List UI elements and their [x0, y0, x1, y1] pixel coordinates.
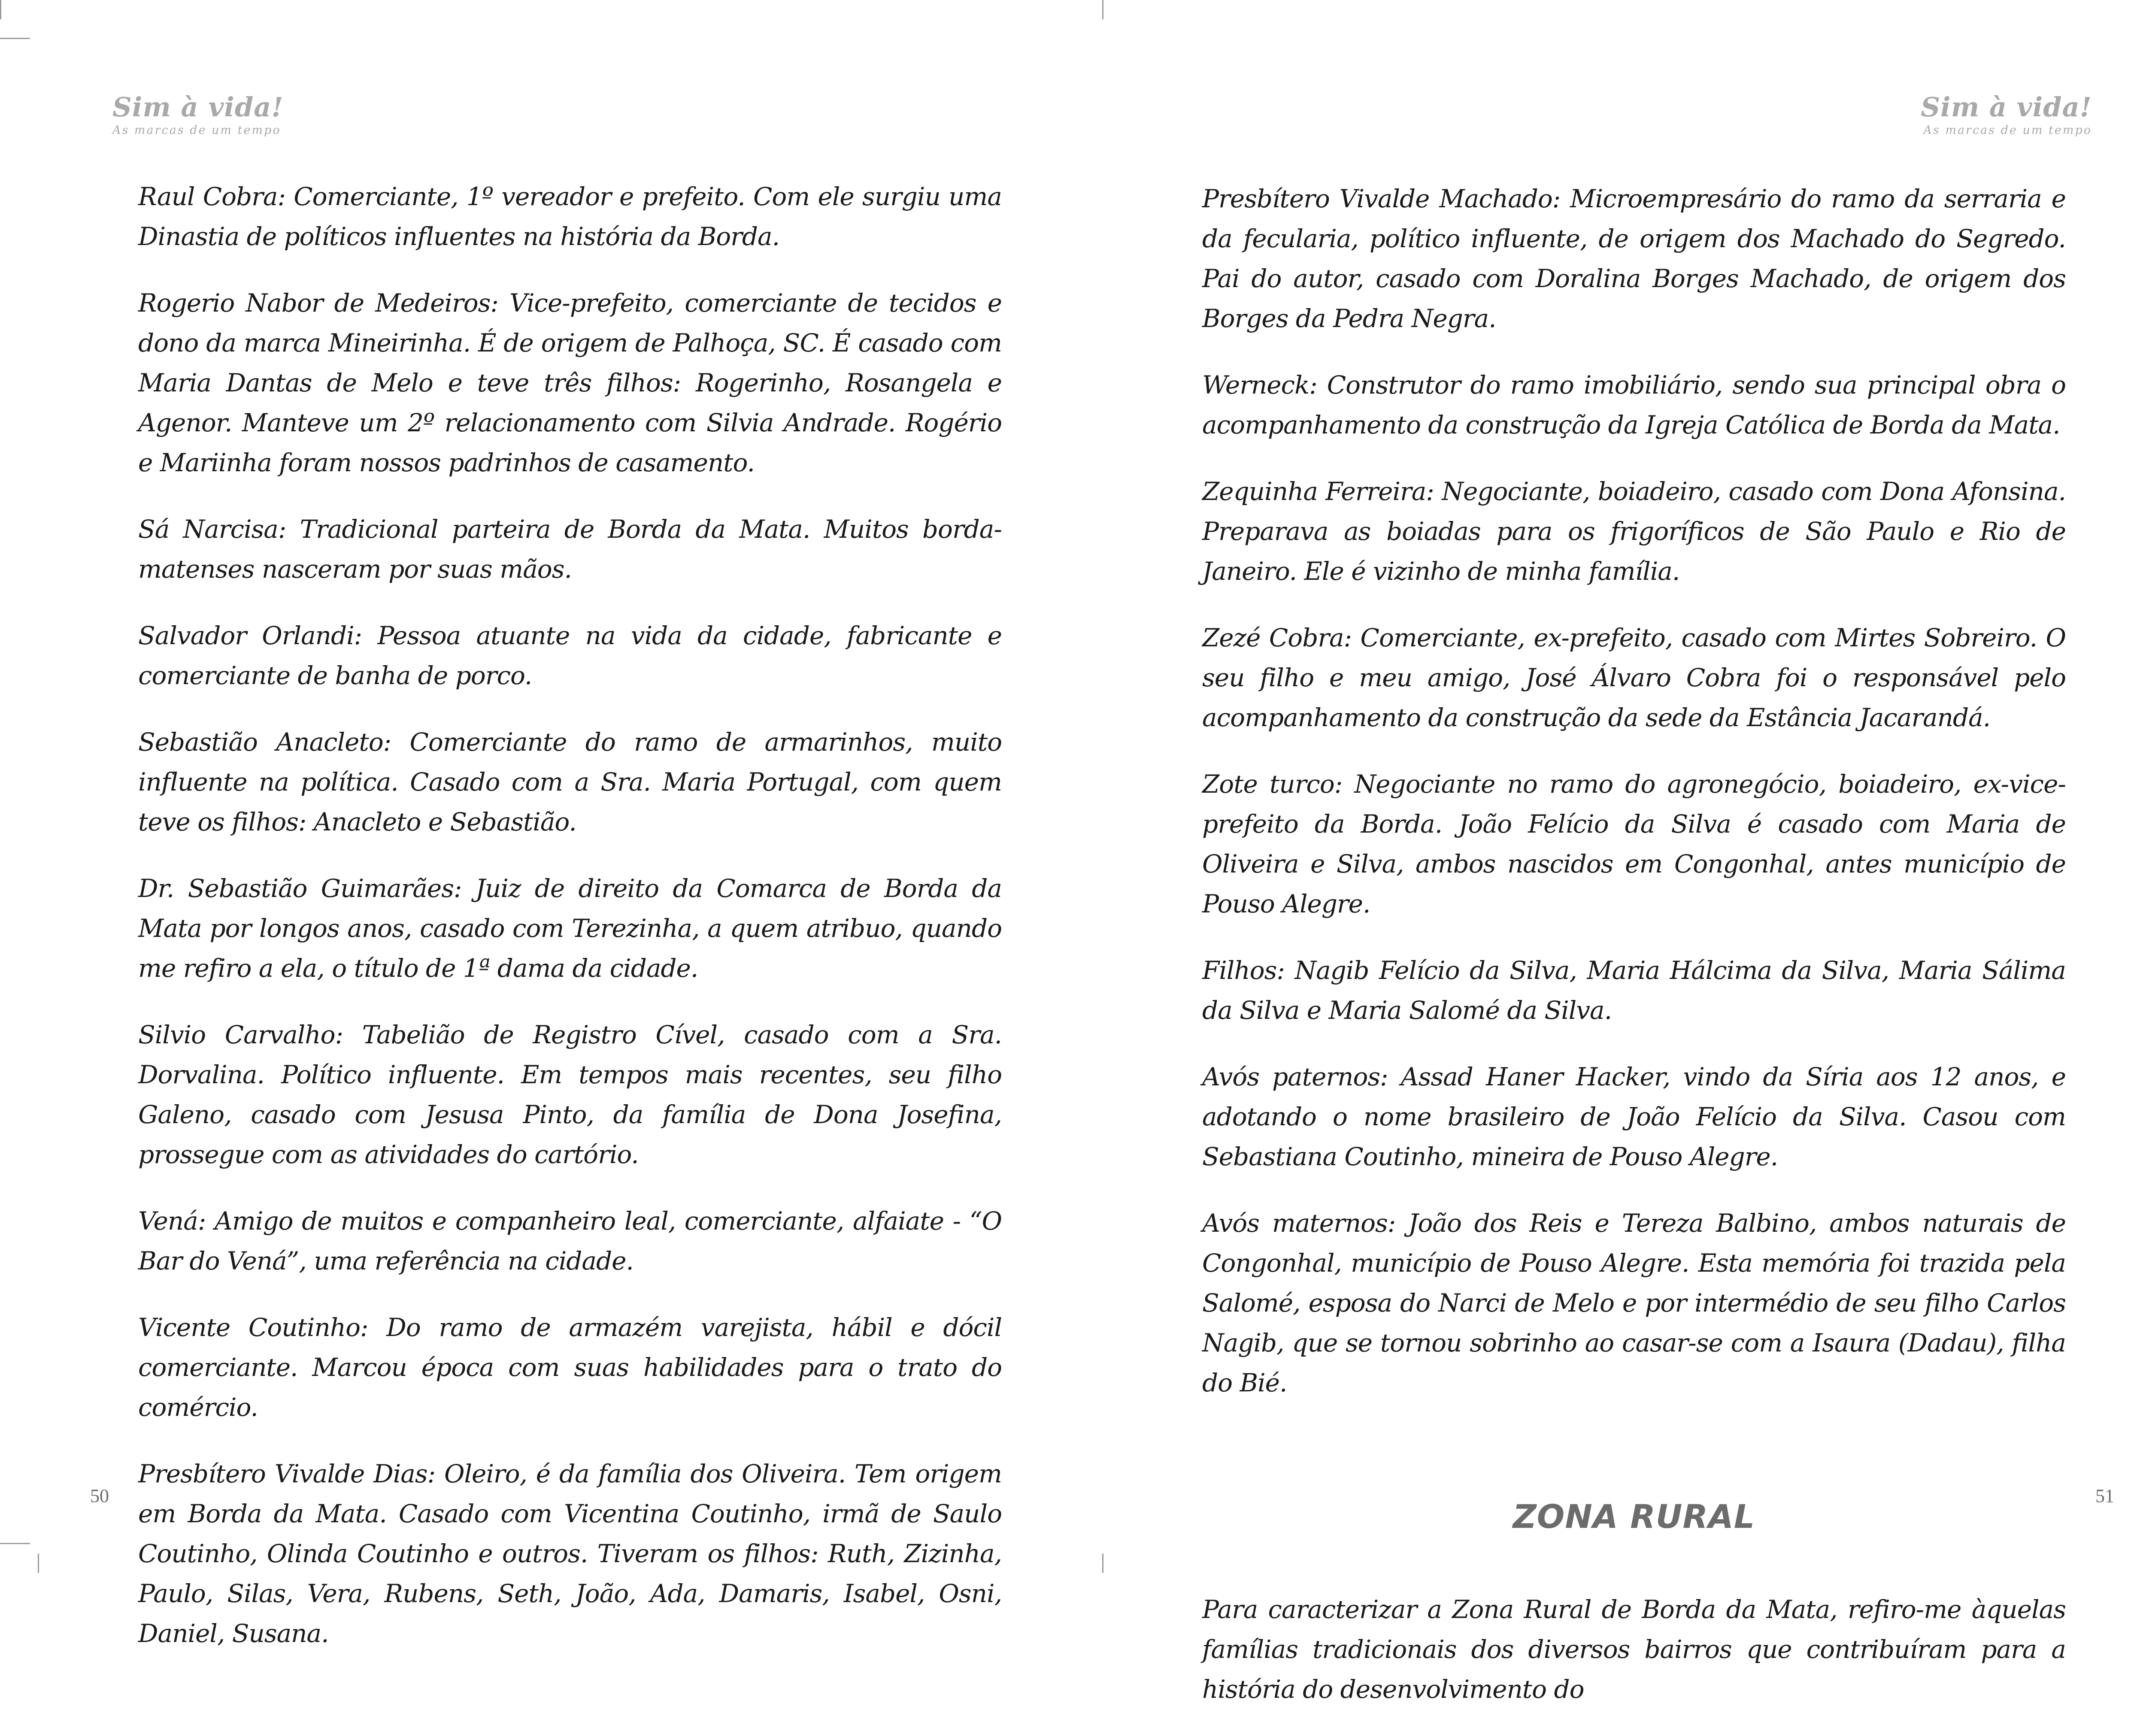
header-title: Sim à vida! [112, 91, 284, 123]
entry-paragraph: Salvador Orlandi: Pessoa atuante na vida da cidade, fabricante e comerciante de banha de porco. [138, 621, 1002, 690]
body-text [138, 177, 1002, 1680]
crop-mark [0, 0, 1, 19]
entry-paragraph: Dr. Sebastião Guimarães: Juiz de direito da Comarca de Borda da Mata por longos anos, casado com Terezinha, a quem atribuo, quando me refiro a ela, o título de 1ª dama da cidade. [138, 874, 1002, 983]
section-paragraph: Para caracterizar a Zona Rural de Borda da Mata, refiro-me àquelas famílias tradicionais dos diversos bairros que contribuíram para a história do desenvolvimento do [1202, 1595, 2066, 1704]
entry-paragraph: Sá Narcisa: Tradicional parteira de Borda da Mata. Muitos borda-matenses nasceram por suas mãos. [138, 515, 1002, 584]
body-text [1202, 179, 2066, 1736]
entry-paragraph: Vicente Coutinho: Do ramo de armazém varejista, hábil e dócil comerciante. Marcou época com suas habilidades para o trato do comércio. [138, 1313, 1002, 1422]
entry-paragraph: Sebastião Anacleto: Comerciante do ramo de armarinhos, muito influente na política. Casado com a Sra. Maria Portugal, com quem teve os filhos: Anacleto e Sebastião. [138, 727, 1002, 836]
header-subtitle: As marcas de um tempo [112, 124, 281, 137]
running-header [1912, 92, 2092, 138]
entry-paragraph: Zote turco: Negociante no ramo do agronegócio, boiadeiro, ex-vice-prefeito da Borda. João Felício da Silva é casado com Maria de Oliveira e Silva, ambos nascidos em Congonhal, antes município de Pouso Alegre. [1202, 770, 2066, 918]
entry-paragraph: Rogerio Nabor de Medeiros: Vice-prefeito, comerciante de tecidos e dono da marca Mineirinha. É de origem de Palhoça, SC. É casado com Maria Dantas de Melo e teve três filhos: Rogerinho, Rosangela e Agenor. Manteve um 2º relacionamento com Silvia Andrade. Rogério e Mariinha foram nossos padrinhos de casamento. [138, 288, 1002, 477]
crop-mark [1102, 1554, 1103, 1573]
running-header [112, 92, 293, 138]
entry-paragraph: Silvio Carvalho: Tabelião de Registro Cível, casado com a Sra. Dorvalina. Político influente. Em tempos mais recentes, seu filho Galeno, casado com Jesusa Pinto, da família de Dona Josefina, prossegue com as atividades do cartório. [138, 1020, 1002, 1169]
page-number: 50 [90, 1485, 109, 1506]
page-number: 51 [2095, 1485, 2114, 1506]
entry-paragraph: Werneck: Construtor do ramo imobiliário, sendo sua principal obra o acompanhamento da construção da Igreja Católica de Borda da Mata. [1202, 370, 2066, 439]
left-page [0, 0, 1102, 1648]
entry-paragraph: Vená: Amigo de muitos e companheiro leal, comerciante, alfaiate - “O Bar do Vená”, uma referência na cidade. [138, 1206, 1002, 1275]
entry-paragraph: Filhos: Nagib Felício da Silva, Maria Hálcima da Silva, Maria Sálima da Silva e Maria Salomé da Silva. [1202, 956, 2066, 1025]
entry-paragraph: Presbítero Vivalde Machado: Microempresário do ramo da serraria e da fecularia, político influente, de origem dos Machado do Segredo. Pai do autor, casado com Doralina Borges Machado, de origem dos Borges da Pedra Negra. [1202, 184, 2066, 333]
entry-paragraph: Zequinha Ferreira: Negociante, boiadeiro, casado com Dona Afonsina. Preparava as boiadas para os frigoríficos de São Paulo e Rio de Janeiro. Ele é vizinho de minha família. [1202, 477, 2066, 586]
entry-paragraph: Presbítero Vivalde Dias: Oleiro, é da família dos Oliveira. Tem origem em Borda da Mata. Casado com Vicentina Coutinho, irmã de Saulo Coutinho, Olinda Coutinho e outros. Tiveram os filhos: Ruth, Zizinha, Paulo, Silas, Vera, Rubens, Seth, João, Ada, Damaris, Isabel, Osni, Daniel, Susana. [138, 1459, 1002, 1648]
crop-mark [1102, 0, 1103, 19]
section-heading: ZONA RURAL [1513, 1497, 1755, 1536]
right-page [1102, 0, 2146, 1704]
entry-paragraph: Avós paternos: Assad Haner Hacker, vindo da Síria aos 12 anos, e adotando o nome brasileiro de João Felício da Silva. Casou com Sebastiana Coutinho, mineira de Pouso Alegre. [1202, 1062, 2066, 1171]
entry-paragraph: Avós maternos: João dos Reis e Tereza Balbino, ambos naturais de Congonhal, município de Pouso Alegre. Esta memória foi trazida pela Salomé, esposa do Narci de Melo e por intermédio de seu filho Carlos Nagib, que se tornou sobrinho ao casar-se com a Isaura (Dadau), filha do Bié. [1202, 1209, 2066, 1397]
entry-paragraph: Raul Cobra: Comerciante, 1º vereador e prefeito. Com ele surgiu uma Dinastia de políticos influentes na história da Borda. [138, 182, 1002, 251]
header-subtitle: As marcas de um tempo [1923, 124, 2092, 137]
crop-mark [0, 38, 30, 39]
crop-mark [0, 1543, 30, 1544]
entry-paragraph: Zezé Cobra: Comerciante, ex-prefeito, casado com Mirtes Sobreiro. O seu filho e meu amigo, José Álvaro Cobra foi o responsável pelo acompanhamento da construção da sede da Estância Jacarandá. [1202, 623, 2066, 732]
header-title: Sim à vida! [1921, 91, 2092, 123]
crop-mark [38, 1554, 39, 1573]
